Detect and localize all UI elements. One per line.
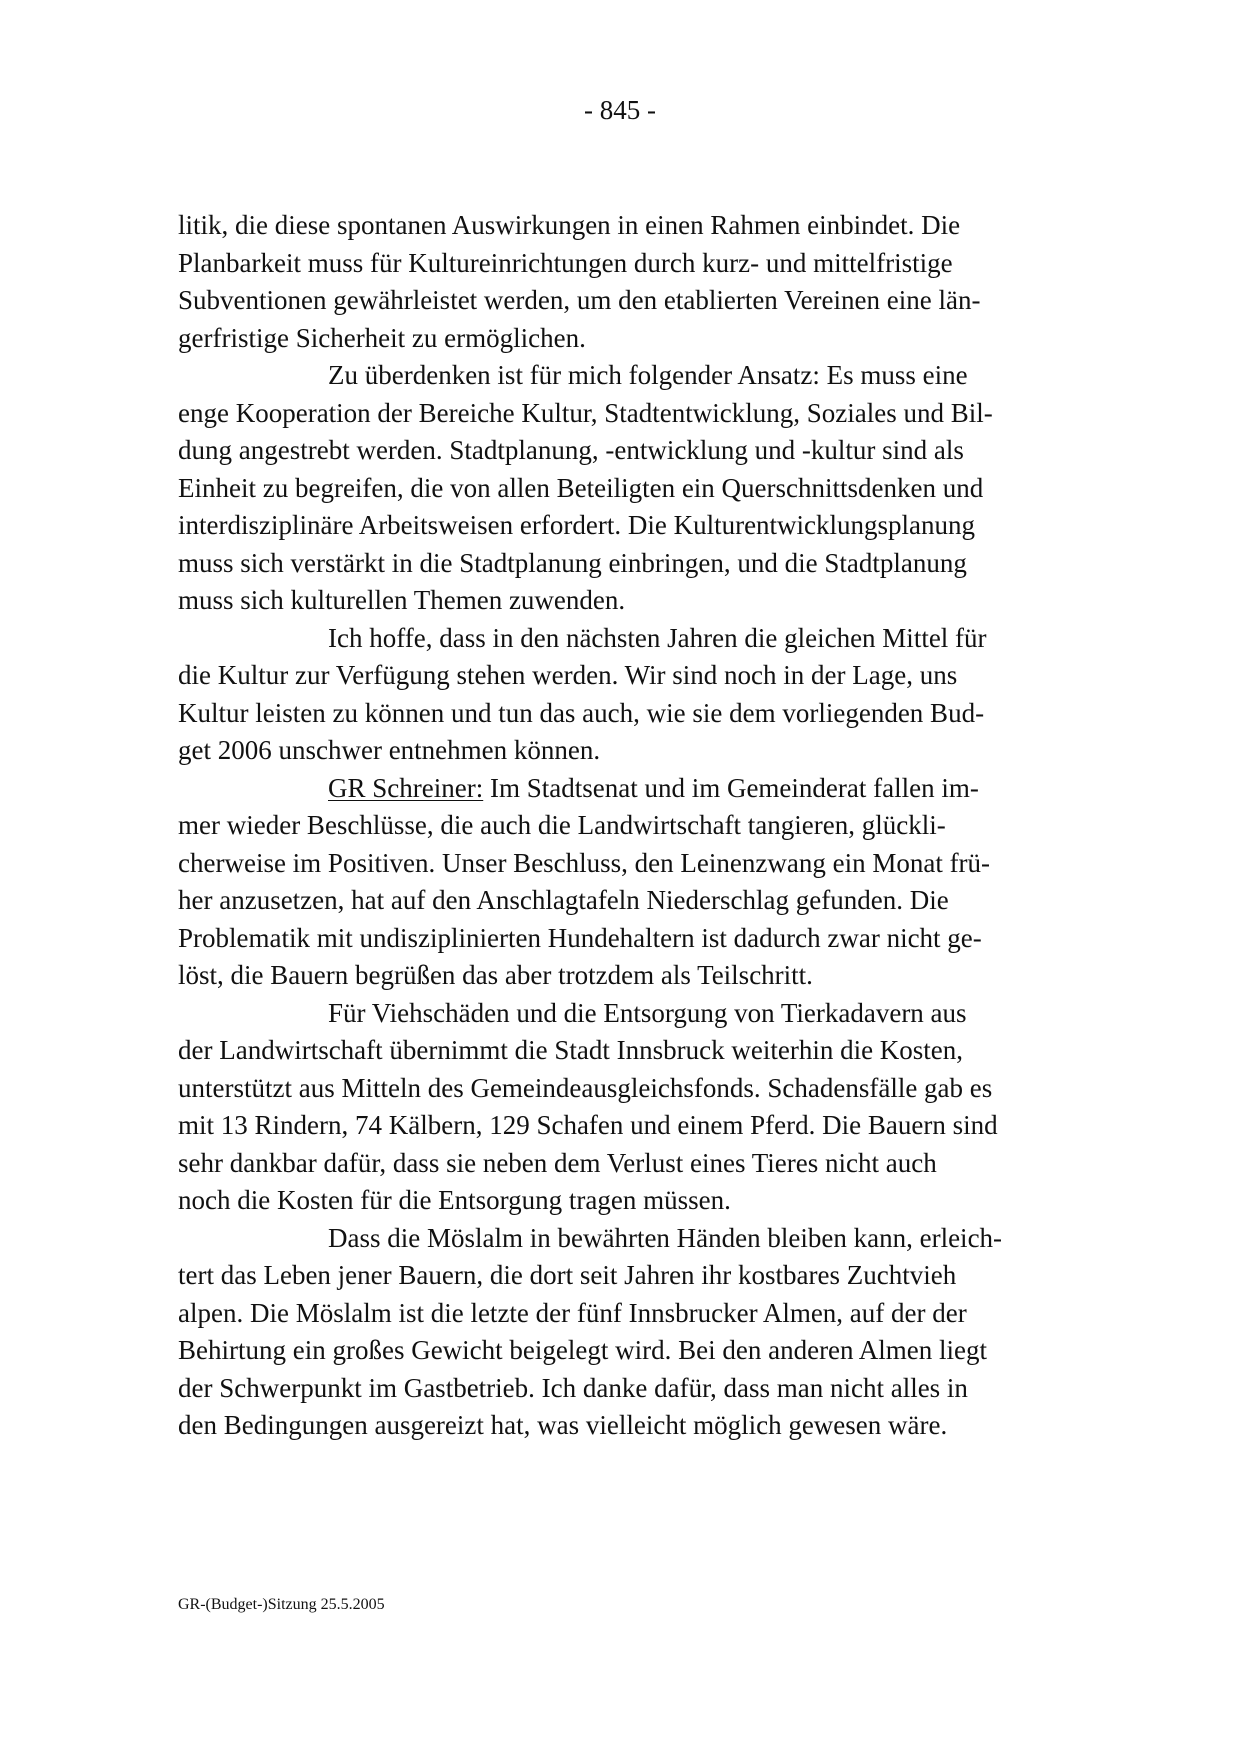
text-line: interdisziplinäre Arbeitsweisen erfordert. Die Kulturentwicklungsplanung (178, 510, 976, 540)
text-line: die Kultur zur Verfügung stehen werden. Wir sind noch in der Lage, uns (178, 660, 958, 690)
text-line: Problematik mit undisziplinierten Hundehaltern ist dadurch zwar nicht ge- (178, 922, 982, 953)
text-line: noch die Kosten für die Entsorgung tragen müssen. (178, 1185, 731, 1215)
page-number: - 845 - (584, 95, 656, 125)
text-line: alpen. Die Möslalm ist die letzte der fünf Innsbrucker Almen, auf der der (178, 1297, 967, 1328)
text-line: sehr dankbar dafür, dass sie neben dem Verlust eines Tieres nicht auch (178, 1147, 937, 1178)
text-line: muss sich kulturellen Themen zuwenden. (178, 585, 626, 615)
text-line: muss sich verstärkt in die Stadtplanung einbringen, und die Stadtplanung (178, 547, 967, 578)
text-line: mer wieder Beschlüsse, die auch die Landwirtschaft tangieren, glückli- (178, 810, 946, 840)
paragraph-start-line: Zu überdenken ist für mich folgender Ansatz: Es muss eine (328, 360, 968, 390)
text-line: löst, die Bauern begrüßen das aber trotzdem als Teilschritt. (178, 960, 813, 990)
paragraph-start-line: Ich hoffe, dass in den nächsten Jahren die gleichen Mittel für (328, 622, 987, 653)
paragraph-start-line: Für Viehschäden und die Entsorgung von Tierkadavern aus (328, 997, 967, 1028)
text-line: Kultur leisten zu können und tun das auch, wie sie dem vorliegenden Bud- (178, 697, 985, 728)
text-line: dung angestrebt werden. Stadtplanung, -entwicklung und -kultur sind als (178, 435, 964, 465)
text-line: her anzusetzen, hat auf den Anschlagtafeln Niederschlag gefunden. Die (178, 885, 949, 915)
body-text (178, 207, 1062, 1445)
text-line: Einheit zu begreifen, die von allen Beteiligten ein Querschnittsdenken und (178, 472, 984, 503)
text-line: mit 13 Rindern, 74 Kälbern, 129 Schafen und einem Pferd. Die Bauern sind (178, 1110, 998, 1140)
text-line: litik, die diese spontanen Auswirkungen in einen Rahmen einbindet. Die (178, 210, 961, 240)
speaker-line (178, 770, 1062, 808)
text-line: der Landwirtschaft übernimmt die Stadt Innsbruck weiterhin die Kosten, (178, 1035, 964, 1065)
text-line: gerfristige Sicherheit zu ermöglichen. (178, 322, 586, 353)
text-line: enge Kooperation der Bereiche Kultur, Stadtentwicklung, Soziales und Bil- (178, 397, 993, 428)
text-line: der Schwerpunkt im Gastbetrieb. Ich danke dafür, dass man nicht alles in (178, 1372, 968, 1403)
text-line: tert das Leben jener Bauern, die dort seit Jahren ihr kostbares Zuchtvieh (178, 1260, 957, 1290)
speaker-name: GR Schreiner: (328, 772, 484, 803)
text-line: Behirtung ein großes Gewicht beigelegt wird. Bei den anderen Almen liegt (178, 1335, 988, 1365)
text-line: Subventionen gewährleistet werden, um den etablierten Vereinen eine län- (178, 285, 981, 315)
paragraph-start-line: Dass die Möslalm in bewährten Händen bleiben kann, erleich- (328, 1222, 1003, 1253)
text-line: den Bedingungen ausgereizt hat, was vielleicht möglich gewesen wäre. (178, 1410, 948, 1440)
text-line: cherweise im Positiven. Unser Beschluss, den Leinenzwang ein Monat frü- (178, 847, 991, 878)
text-line: get 2006 unschwer entnehmen können. (178, 735, 601, 765)
footer-session-label: GR-(Budget-)Sitzung 25.5.2005 (178, 1596, 385, 1613)
text-line: Planbarkeit muss für Kultureinrichtungen durch kurz- und mittelfristige (178, 247, 953, 278)
speaker-line-text: Im Stadtsenat und im Gemeinderat fallen im- (489, 772, 979, 803)
text-line: unterstützt aus Mitteln des Gemeindeausgleichsfonds. Schadensfälle gab es (178, 1072, 993, 1103)
